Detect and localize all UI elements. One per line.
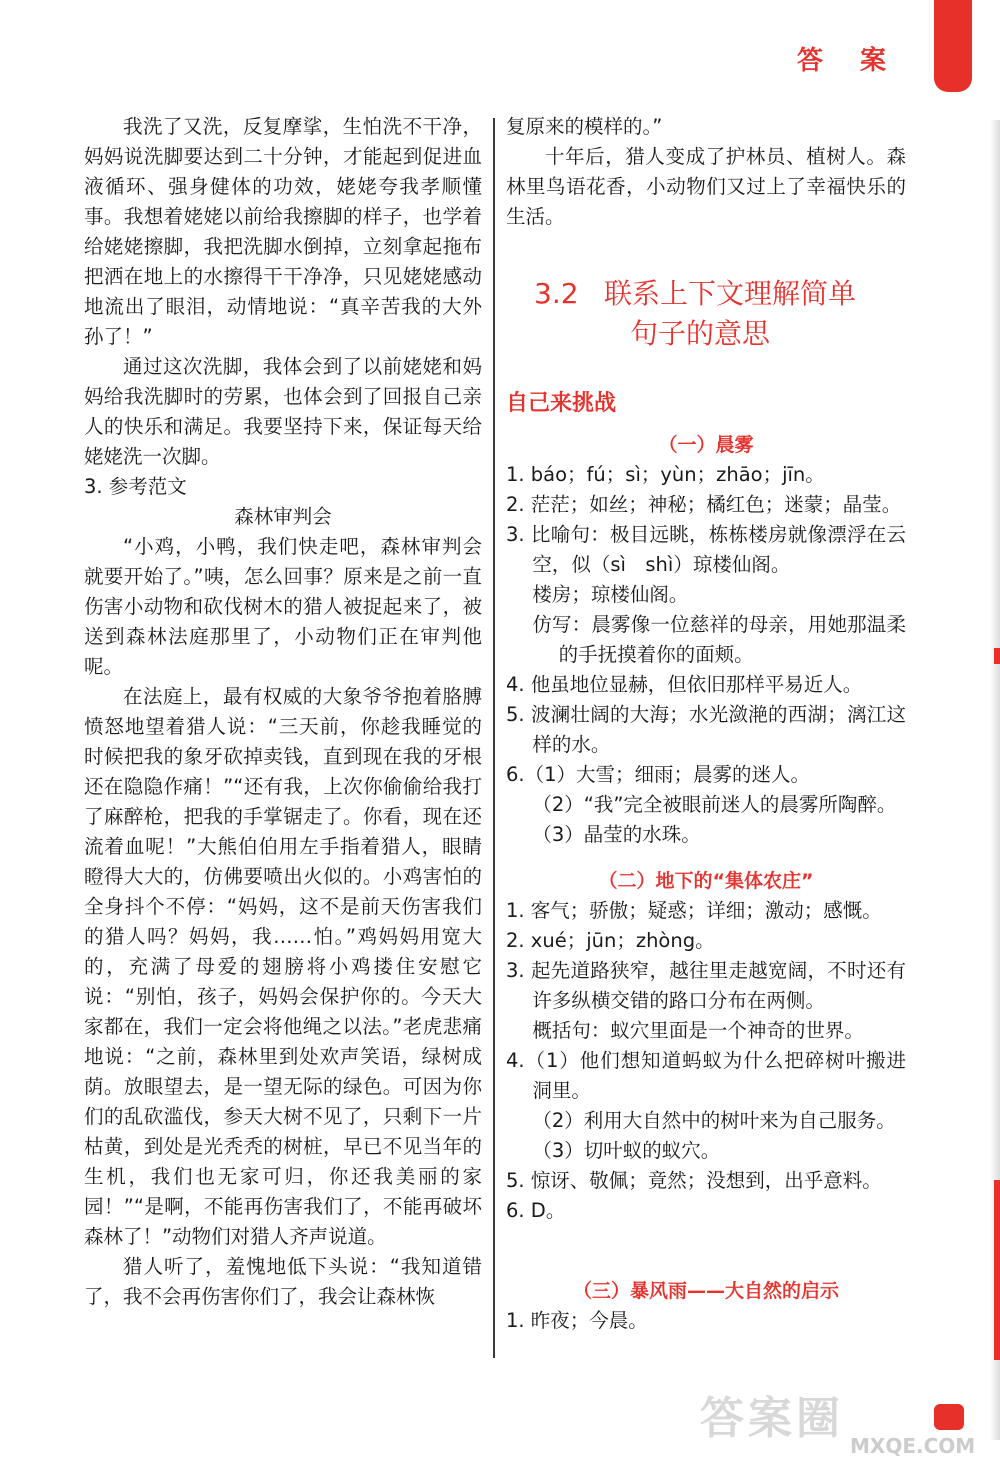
section-title-line1: 联系上下文理解简单 [604,277,857,310]
subheading-morning-fog: （一）晨雾 [658,434,754,456]
answer-subline: 仿写：晨雾像一位慈祥的母亲，用她那温柔的手抚摸着你的面颊。 [532,613,906,666]
subheading-underground-farm: （二）地下的“集体农庄” [598,870,814,892]
right-column [506,112,906,1336]
paragraph: 复原来的模样的。” [506,115,663,138]
answer-subline: （3）晶莹的水珠。 [532,823,701,846]
header-title: 答 案 [796,46,900,76]
answer-item: 1. báo；fú；sì；yùn；zhāo；jīn。 [506,463,825,486]
edge-mark [994,1180,1000,1360]
watermark-url: MXQE.COM [850,1434,976,1458]
column-divider [493,118,495,1358]
left-column [84,112,482,1312]
paragraph: 猎人听了，羞愧地低下头说：“我知道错了，我不会再伤害你们了，我会让森林恢 [84,1255,482,1308]
paragraph: “小鸡，小鸭，我们快走吧，森林审判会就要开始了。”咦，怎么回事？原来是之前一直伤害小动物和砍伐树木的猎人被捉起来了，被送到森林法庭那里了，小动物们正在审判他呢。 [84,535,482,678]
edge-mark [994,648,1000,664]
paragraph: 我洗了又洗，反复摩挲，生怕洗不干净，妈妈说洗脚要达到二十分钟，才能起到促进血液循环、强身健体的功效，姥姥夸我孝顺懂事。我想着姥姥以前给我擦脚的样子，也学着给姥姥擦脚，我把洗脚水倒掉，立刻拿起拖布把洒在地上的水擦得干干净净，只见姥姥感动地流出了眼泪，动情地说：“真辛苦我的大外孙了！” [84,115,482,348]
answer-item: 5. 惊讶、敬佩；竟然；没想到，出乎意料。 [506,1169,882,1192]
answer-item: 6. D。 [506,1199,566,1222]
answer-item: 4. 他虽地位显赫，但依旧那样平易近人。 [506,673,863,696]
paragraph: 在法庭上，最有权威的大象爷爷抱着胳膊愤怒地望着猎人说：“三天前，你趁我睡觉的时候把我的象牙砍掉卖钱，直到现在我的牙根还在隐隐作痛！”“还有我，上次你偷偷给我打了麻醉枪，把我的手掌锯走了。你看，现在还流着血呢！”大熊伯伯用左手指着猎人，眼睛瞪得大大的，仿佛要喷出火似的。小鸡害怕的全身抖个不停：“妈妈，这不是前天伤害我们的猎人吗？妈妈，我……怕。”鸡妈妈用宽大的，充满了母爱的翅膀将小鸡搂住安慰它说：“别怕，孩子，妈妈会保护你的。今天大家都在，我们一定会将他绳之以法。”老虎悲痛地说：“之前，森林里到处欢声笑语，绿树成荫。放眼望去，是一望无际的绿色。可因为你们的乱砍滥伐，参天大树不见了，只剩下一片枯黄，到处是光秃秃的树桩，早已不见当年的生机，我们也无家可归，你还我美丽的家园！”“是啊，不能再伤害我们了，不能再破坏森林了！”动物们对猎人齐声说道。 [84,685,482,1248]
answer-item: 2. xué；jūn；zhòng。 [506,929,715,952]
answer-item: 3. 比喻句：极目远眺，栋栋楼房就像漂浮在云空，似（sì shì）琼楼仙阁。 [506,523,906,576]
answer-item: 4.（1）他们想知道蚂蚁为什么把碎树叶搬进洞里。 [506,1049,906,1102]
answer-subline: （3）切叶蚁的蚁穴。 [532,1139,721,1162]
answer-subline: （2）“我”完全被眼前迷人的晨雾所陶醉。 [532,793,897,816]
answer-item: 5. 波澜壮阔的大海；水光潋滟的西湖；漓江这样的水。 [506,703,906,756]
answer-item: 2. 茫茫；如丝；神秘；橘红色；迷蒙；晶莹。 [506,493,902,516]
section-number: 3.2 [534,277,579,310]
watermark-text: 答案圈 [700,1393,844,1444]
item-label: 3. 参考范文 [84,475,187,498]
essay-title: 森林审判会 [234,505,332,528]
paragraph: 通过这次洗脚，我体会到了以前姥姥和妈妈给我洗脚时的劳累，也体会到了回报自己亲人的快乐和满足。我要坚持下来，保证每天给姥姥洗一次脚。 [84,355,482,468]
answer-subline: （2）利用大自然中的树叶来为自己服务。 [532,1109,896,1132]
answer-item: 6.（1）大雪；细雨；晨雾的迷人。 [506,763,811,786]
answer-item: 1. 客气；骄傲；疑惑；详细；激动；感慨。 [506,899,882,922]
watermark [700,1382,976,1462]
challenge-heading: 自己来挑战 [506,391,617,416]
answer-subline: 楼房；琼楼仙阁。 [532,583,689,606]
header-red-tab [934,0,972,92]
section-title-line2: 句子的意思 [630,317,771,350]
subheading-storm: （三）暴风雨——大自然的启示 [572,1280,839,1302]
paragraph: 十年后，猎人变成了护林员、植树人。森林里鸟语花香，小动物们又过上了幸福快乐的生活。 [506,145,906,228]
answer-item: 3. 起先道路狭窄，越往里走越宽阔，不时还有许多纵横交错的路口分布在两侧。 [506,959,906,1012]
answer-subline: 概括句：蚁穴里面是一个神奇的世界。 [532,1019,864,1042]
answer-item: 1. 昨夜；今晨。 [506,1309,648,1332]
page-number-badge [934,1404,964,1430]
section-title [506,274,906,354]
